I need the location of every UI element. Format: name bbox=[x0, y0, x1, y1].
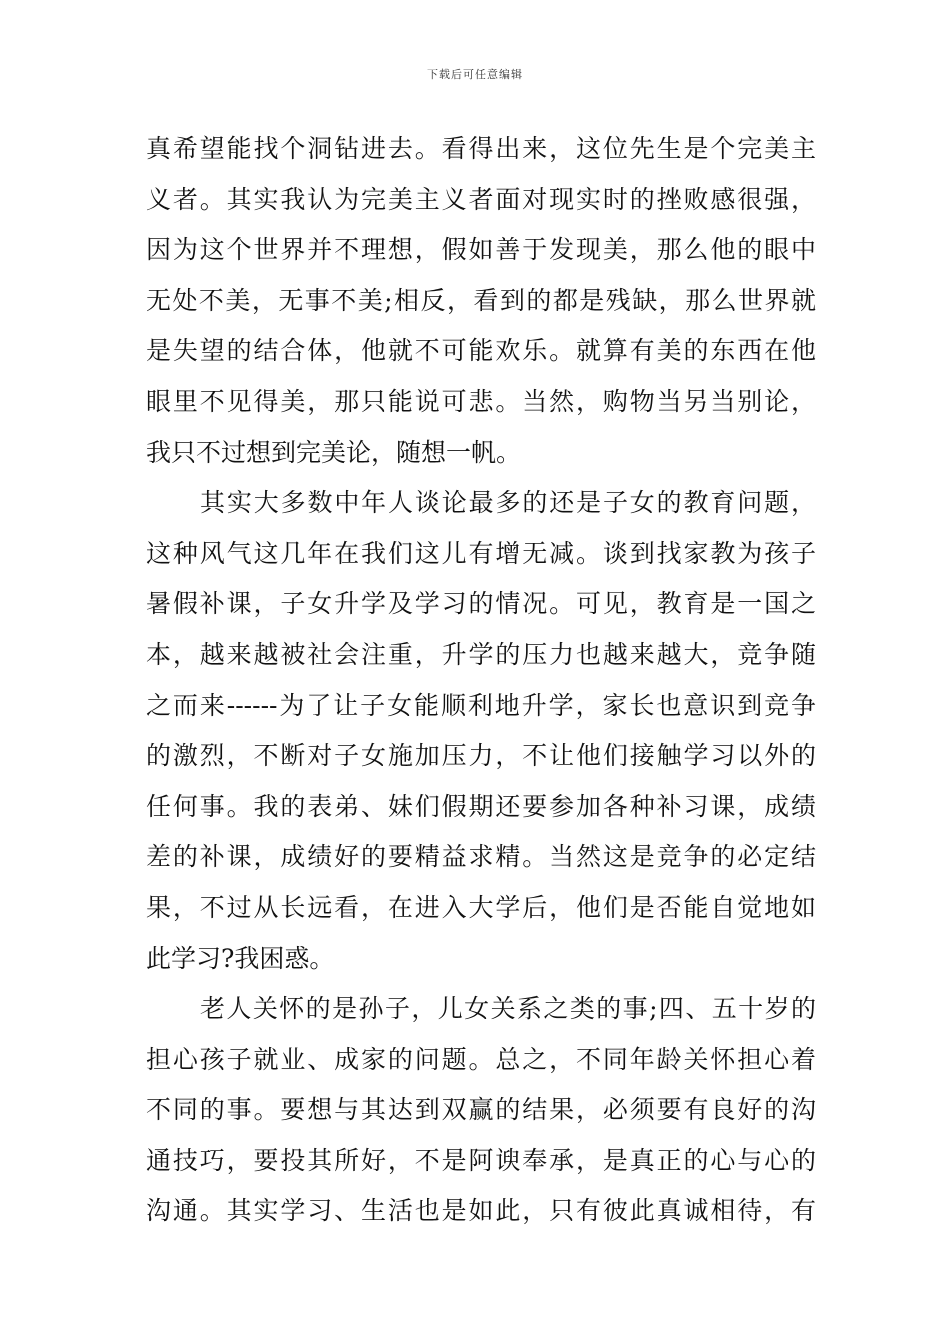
text-line: 无处不美，无事不美;相反，看到的都是残缺，那么世界就 bbox=[146, 285, 816, 315]
text-line: 暑假补课，子女升学及学习的情况。可见，教育是一国之 bbox=[146, 589, 816, 619]
text-line: 此学习?我困惑。 bbox=[146, 943, 335, 973]
text-line: 真希望能找个洞钻进去。看得出来，这位先生是个完美主 bbox=[146, 134, 816, 163]
text-line: 担心孩子就业、成家的问题。总之，不同年龄关怀担心着 bbox=[146, 1044, 816, 1074]
body-text bbox=[146, 124, 816, 1237]
paragraph bbox=[146, 984, 816, 1237]
text-line: 老人关怀的是孙子，儿女关系之类的事;四、五十岁的 bbox=[200, 994, 816, 1024]
text-line: 的激烈，不断对子女施加压力，不让他们接触学习以外的 bbox=[146, 741, 816, 771]
paragraph bbox=[146, 478, 816, 984]
text-line: 差的补课，成绩好的要精益求精。当然这是竞争的必定结 bbox=[146, 842, 816, 872]
text-line: 其实大多数中年人谈论最多的还是子女的教育问题， bbox=[200, 488, 816, 518]
text-line: 沟通。其实学习、生活也是如此，只有彼此真诚相待，有 bbox=[146, 1196, 816, 1226]
text-line: 果，不过从长远看，在进入大学后，他们是否能自觉地如 bbox=[146, 892, 816, 922]
text-line: 眼里不见得美，那只能说可悲。当然，购物当另当别论， bbox=[146, 386, 816, 416]
text-line: 我只不过想到完美论，随想一帆。 bbox=[146, 437, 522, 467]
text-line: 这种风气这几年在我们这儿有增无减。谈到找家教为孩子 bbox=[146, 538, 816, 568]
text-line: 本，越来越被社会注重，升学的压力也越来越大，竞争随 bbox=[146, 639, 816, 669]
text-line: 之而来------为了让子女能顺利地升学，家长也意识到竞争 bbox=[146, 690, 816, 720]
text-line: 因为这个世界并不理想，假如善于发现美，那么他的眼中 bbox=[146, 235, 816, 265]
text-line: 通技巧，要投其所好，不是阿谀奉承，是真正的心与心的 bbox=[146, 1145, 816, 1175]
text-line: 义者。其实我认为完美主义者面对现实时的挫败感很强， bbox=[146, 184, 816, 214]
page-header: 下载后可任意编辑 bbox=[427, 68, 523, 81]
text-line: 任何事。我的表弟、妹们假期还要参加各种补习课，成绩 bbox=[146, 791, 816, 821]
text-line: 是失望的结合体，他就不可能欢乐。就算有美的东西在他 bbox=[146, 336, 816, 366]
paragraph bbox=[146, 124, 816, 478]
text-line: 不同的事。要想与其达到双赢的结果，必须要有良好的沟 bbox=[146, 1095, 816, 1125]
